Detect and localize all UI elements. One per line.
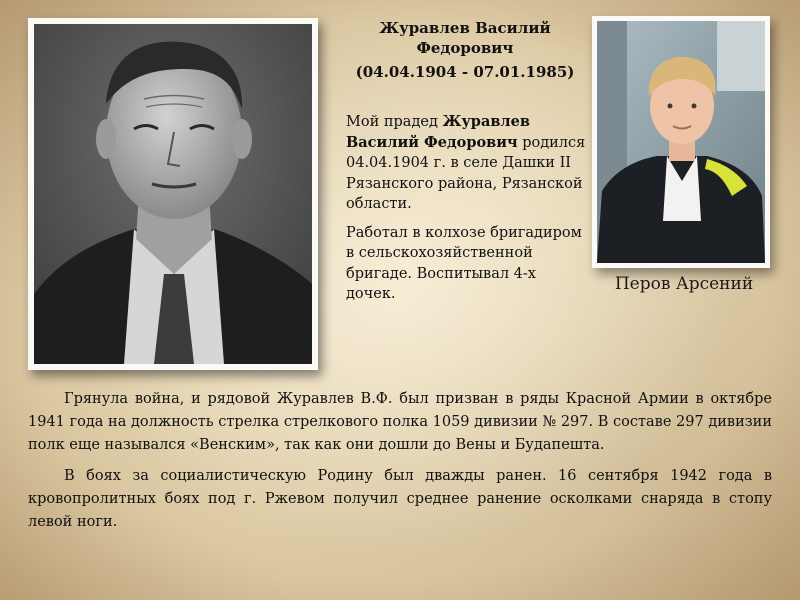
war-story (28, 388, 772, 542)
boy-photo (592, 16, 770, 268)
portrait-image (34, 24, 312, 364)
war-paragraph-1: Грянула война, и рядовой Журавлев В.Ф. был призван в ряды Красной Армии в октябре 1941 года на должность стрелка стрелкового полка 1059 дивизии № 297. В составе 297 дивизии полк еще назывался «Венским», так как они дошли до Вены и Будапешта. (28, 391, 772, 453)
header (340, 18, 590, 82)
boy-image (597, 21, 765, 263)
war-paragraph-2: В боях за социалистическую Родину был дважды ранен. 16 сентября 1942 года в кровопролитных боях под г. Ржевом получил среднее ранение осколками снаряда в стопу левой ноги. (28, 468, 772, 530)
bio-paragraph-1 (346, 112, 588, 215)
bio-text (346, 112, 588, 313)
bio-rest: родился 04.04.1904 г. в селе Дашки II Рязанского района, Рязанской области. (346, 134, 586, 212)
photo-caption: Перов Арсений (614, 274, 754, 294)
bio-paragraph-2: Работал в колхозе бригадиром в сельскохозяйственной бригаде. Воспитывал 4-х дочек. (346, 224, 582, 302)
person-name: Журавлев Василий Федорович (379, 19, 551, 57)
life-dates: (04.04.1904 - 07.01.1985) (355, 63, 575, 81)
bio-prefix: Мой прадед (346, 114, 443, 130)
portrait-photo (28, 18, 318, 370)
bio-bold-name: Журавлев Василий Федорович (346, 113, 530, 151)
